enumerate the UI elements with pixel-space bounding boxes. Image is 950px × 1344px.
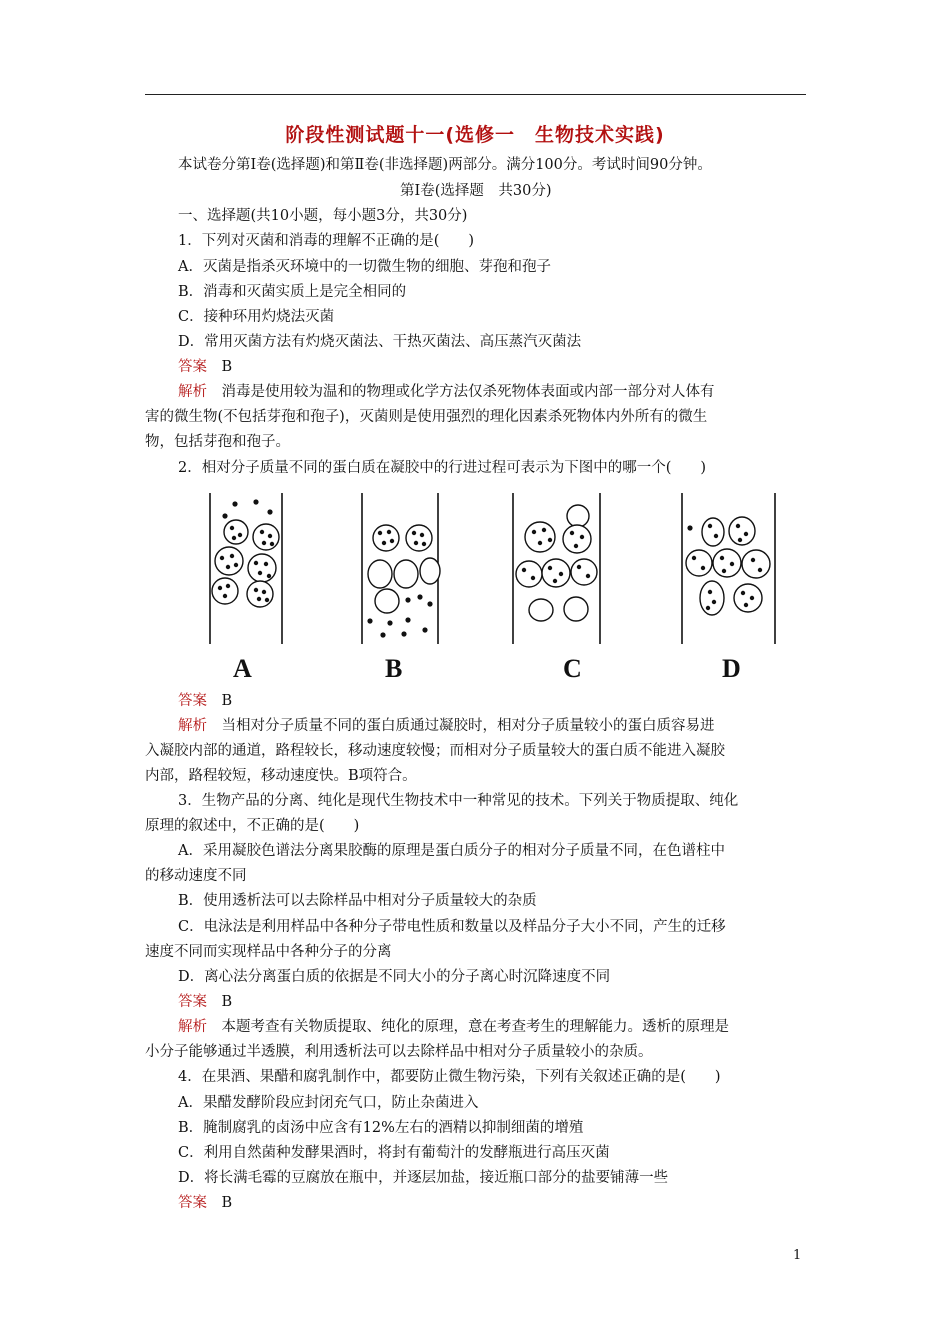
q3-analysis-2: 小分子能够通过半透膜，利用透析法可以去除样品中相对分子质量较小的杂质。 xyxy=(145,1044,653,1060)
tube-b-contents xyxy=(367,525,440,638)
figure-label-a: A xyxy=(233,654,252,683)
q3-option-a-cont: 的移动速度不同 xyxy=(145,868,247,884)
figure-label-c: C xyxy=(563,654,582,683)
page-title: 阶段性测试题十一(选修一 生物技术实践) xyxy=(285,124,665,146)
answer-label: 答案 xyxy=(178,994,207,1010)
q4-answer-line xyxy=(178,1192,232,1214)
q4-option-a: A．果醋发酵阶段应封闭充气口，防止杂菌进入 xyxy=(178,1095,479,1111)
answer-label: 答案 xyxy=(178,1195,207,1211)
q1-analysis-2: 害的微生物(不包括芽孢和孢子)，灭菌则是使用强烈的理化因素杀死物体内外所有的微生 xyxy=(145,409,708,425)
q1-option-a: A．灭菌是指杀灭环境中的一切微生物的细胞、芽孢和孢子 xyxy=(178,259,551,275)
analysis-label: 解析 xyxy=(178,1019,207,1035)
q1-analysis-3: 物，包括芽孢和孢子。 xyxy=(145,434,290,450)
q3-stem-1: 3．生物产品的分离、纯化是现代生物技术中一种常见的技术。下列关于物质提取、纯化 xyxy=(178,793,739,809)
q3-answer-line xyxy=(178,991,232,1013)
q3-option-c: C．电泳法是利用样品中各种分子带电性质和数量以及样品分子大小不同，产生的迁移 xyxy=(178,919,726,935)
q2-analysis-text: 当相对分子质量不同的蛋白质通过凝胶时，相对分子质量较小的蛋白质容易进 xyxy=(221,718,715,734)
answer-label: 答案 xyxy=(178,359,207,375)
q2-stem: 2．相对分子质量不同的蛋白质在凝胶中的行进过程可表示为下图中的哪一个( ) xyxy=(178,460,707,476)
q3-option-c-cont: 速度不同而实现样品中各种分子的分离 xyxy=(145,944,392,960)
header-rule xyxy=(145,94,806,95)
q1-analysis-text: 消毒是使用较为温和的物理或化学方法仅杀死物体表面或内部一部分对人体有 xyxy=(221,384,715,400)
q1-answer: B xyxy=(221,359,233,375)
q2-analysis-1 xyxy=(178,715,715,737)
page-number: 1 xyxy=(793,1248,802,1263)
q1-answer-line xyxy=(178,356,232,378)
tube-a-contents xyxy=(212,499,279,607)
q3-option-b: B．使用透析法可以去除样品中相对分子质量较大的杂质 xyxy=(178,893,537,909)
q4-answer: B xyxy=(221,1195,233,1211)
tube-c-contents xyxy=(516,505,597,621)
q1-option-d: D．常用灭菌方法有灼烧灭菌法、干热灭菌法、高压蒸汽灭菌法 xyxy=(178,334,582,350)
q2-analysis-3: 内部，路程较短，移动速度快。B项符合。 xyxy=(145,768,417,784)
q2-answer-line xyxy=(178,690,232,712)
tube-d-contents xyxy=(686,517,770,615)
q4-option-c: C．利用自然菌种发酵果酒时，将封有葡萄汁的发酵瓶进行高压灭菌 xyxy=(178,1145,610,1161)
q4-option-d: D．将长满毛霉的豆腐放在瓶中，并逐层加盐，接近瓶口部分的盐要铺薄一些 xyxy=(178,1170,669,1186)
answer-label: 答案 xyxy=(178,693,207,709)
q3-option-d: D．离心法分离蛋白质的依据是不同大小的分子离心时沉降速度不同 xyxy=(178,969,611,985)
part-heading: 第Ⅰ卷(选择题 共30分) xyxy=(400,183,552,199)
q1-stem: 1．下列对灭菌和消毒的理解不正确的是( ) xyxy=(178,233,475,249)
q3-analysis-text: 本题考查有关物质提取、纯化的原理，意在考查考生的理解能力。透析的原理是 xyxy=(221,1019,729,1035)
q1-option-c: C．接种环用灼烧法灭菌 xyxy=(178,309,335,325)
section-heading: 一、选择题(共10小题，每小题3分，共30分) xyxy=(178,208,468,224)
gel-chromatography-figure xyxy=(190,488,810,688)
q1-analysis-1 xyxy=(178,381,715,403)
q2-analysis-2: 入凝胶内部的通道，路程较长，移动速度较慢；而相对分子质量较大的蛋白质不能进入凝胶 xyxy=(145,743,725,759)
q3-answer: B xyxy=(221,994,233,1010)
exam-intro: 本试卷分第Ⅰ卷(选择题)和第Ⅱ卷(非选择题)两部分。满分100分。考试时间90分钟。 xyxy=(178,157,712,173)
q3-analysis-1 xyxy=(178,1016,729,1038)
q1-option-b: B．消毒和灭菌实质上是完全相同的 xyxy=(178,284,407,300)
q4-stem: 4．在果酒、果醋和腐乳制作中，都要防止微生物污染，下列有关叙述正确的是( ) xyxy=(178,1069,721,1085)
q4-option-b: B．腌制腐乳的卤汤中应含有12%左右的酒精以抑制细菌的增殖 xyxy=(178,1120,584,1136)
figure-label-d: D xyxy=(722,654,741,683)
q3-option-a: A．采用凝胶色谱法分离果胶酶的原理是蛋白质分子的相对分子质量不同，在色谱柱中 xyxy=(178,843,725,859)
q2-answer: B xyxy=(221,693,233,709)
analysis-label: 解析 xyxy=(178,718,207,734)
figure-label-b: B xyxy=(385,654,403,683)
analysis-label: 解析 xyxy=(178,384,207,400)
q3-stem-2: 原理的叙述中，不正确的是( ) xyxy=(145,818,360,834)
